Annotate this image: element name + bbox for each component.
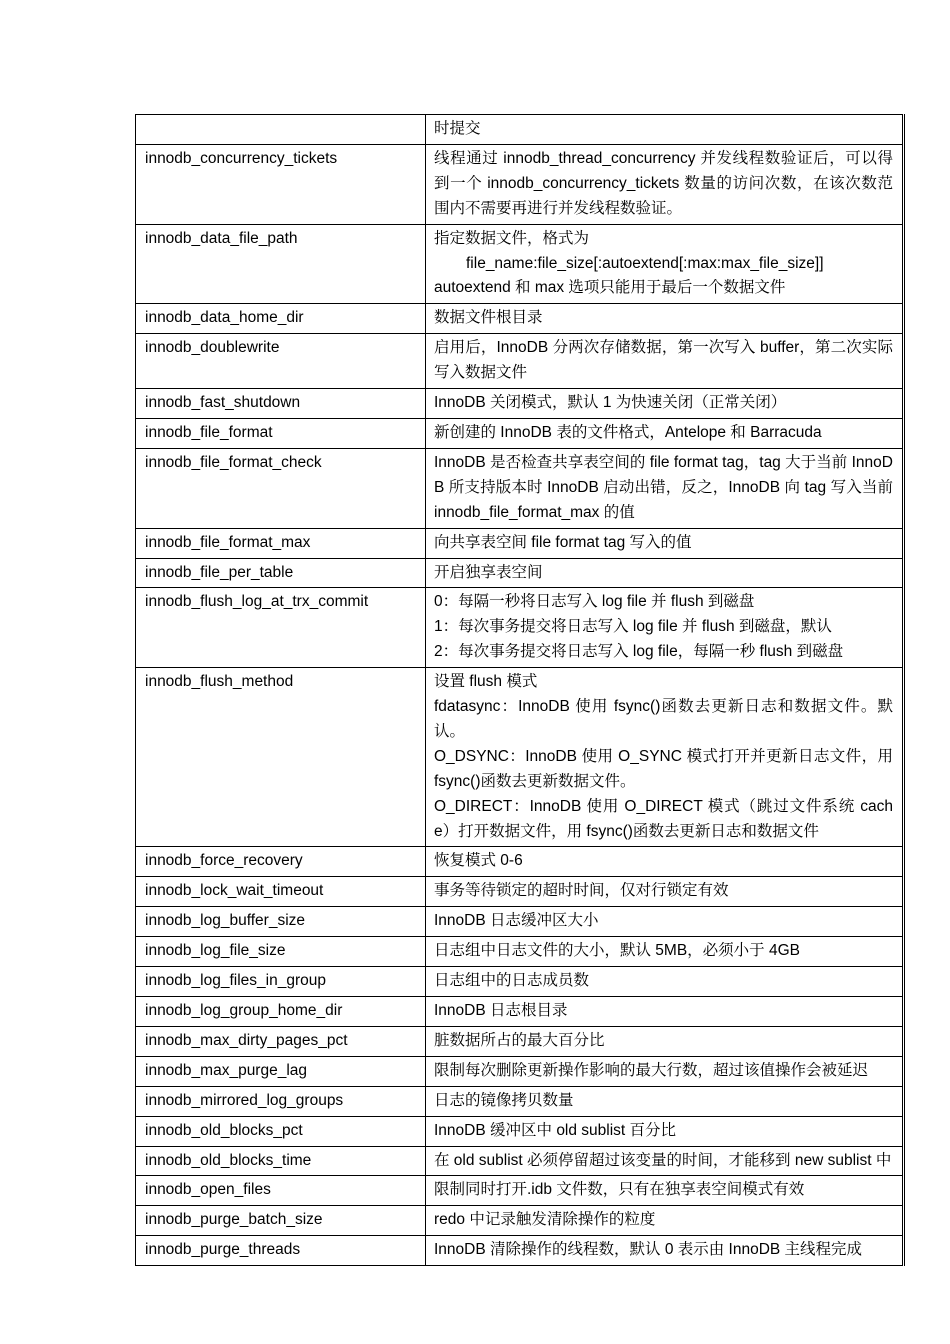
parameter-name-cell: innodb_flush_method: [136, 668, 426, 847]
table-row: [136, 389, 904, 419]
parameter-name-cell: innodb_file_format: [136, 418, 426, 448]
description-line: 数据文件根目录: [434, 309, 543, 327]
parameter-name-cell: innodb_open_files: [136, 1176, 426, 1206]
parameter-name-cell: innodb_data_file_path: [136, 224, 426, 304]
table-row: [136, 418, 904, 448]
parameter-name-cell: innodb_purge_threads: [136, 1236, 426, 1266]
parameter-description-cell: [426, 1056, 904, 1086]
description-line: 启用后，InnoDB 分两次存储数据，第一次写入 buffer，第二次实际写入数据文件: [434, 339, 893, 382]
table-row: [136, 1086, 904, 1116]
table-row: [136, 588, 904, 668]
table-row: [136, 448, 904, 528]
description-line: 限制每次删除更新操作影响的最大行数，超过该值操作会被延迟: [434, 1061, 869, 1079]
parameter-name-cell: innodb_log_group_home_dir: [136, 997, 426, 1027]
parameter-name-cell: innodb_old_blocks_pct: [136, 1116, 426, 1146]
table-row: [136, 558, 904, 588]
table-row: [136, 1026, 904, 1056]
description-line: 日志组中日志文件的大小，默认 5MB，必须小于 4GB: [434, 942, 800, 960]
parameter-description-cell: [426, 1206, 904, 1236]
description-line: InnoDB 清除操作的线程数，默认 0 表示由 InnoDB 主线程完成: [434, 1241, 863, 1259]
parameter-description-cell: [426, 1026, 904, 1056]
parameter-description-cell: [426, 967, 904, 997]
table-row: [136, 115, 904, 145]
parameter-name-cell: innodb_max_purge_lag: [136, 1056, 426, 1086]
table-row: [136, 144, 904, 224]
parameter-name-cell: innodb_doublewrite: [136, 334, 426, 389]
description-line: 指定数据文件，格式为: [434, 229, 590, 247]
description-line: redo 中记录触发清除操作的粒度: [434, 1211, 656, 1229]
table-row: [136, 847, 904, 877]
table-row: [136, 907, 904, 937]
description-line: 日志的镜像拷贝数量: [434, 1091, 574, 1109]
parameter-description-cell: [426, 907, 904, 937]
parameter-name-cell: innodb_fast_shutdown: [136, 389, 426, 419]
description-line: InnoDB 日志根目录: [434, 1002, 568, 1019]
parameter-name-cell: innodb_data_home_dir: [136, 304, 426, 334]
table-row: [136, 304, 904, 334]
parameter-description-cell: [426, 1086, 904, 1116]
parameter-description-cell: [426, 668, 904, 847]
table-row: [136, 224, 904, 304]
parameter-description-cell: [426, 224, 904, 304]
parameter-description-cell: [426, 997, 904, 1027]
parameter-name-cell: innodb_file_per_table: [136, 558, 426, 588]
description-line: InnoDB 日志缓冲区大小: [434, 912, 599, 930]
parameter-name-cell: innodb_log_files_in_group: [136, 967, 426, 997]
parameter-table: [135, 114, 905, 1266]
table-row: [136, 1056, 904, 1086]
description-line: 事务等待锁定的超时时间，仅对行锁定有效: [434, 882, 729, 900]
parameter-name-cell: [136, 115, 426, 145]
description-line: 设置 flush 模式: [434, 673, 538, 691]
table-row: [136, 997, 904, 1027]
description-line: 1：每次事务提交将日志写入 log file 并 flush 到磁盘，默认: [434, 618, 832, 636]
table-row: [136, 1146, 904, 1176]
parameter-name-cell: innodb_file_format_check: [136, 448, 426, 528]
parameter-name-cell: innodb_max_dirty_pages_pct: [136, 1026, 426, 1056]
parameter-description-cell: [426, 1116, 904, 1146]
parameter-name-cell: innodb_concurrency_tickets: [136, 144, 426, 224]
table-row: [136, 1176, 904, 1206]
parameter-description-cell: [426, 304, 904, 334]
parameter-name-cell: innodb_old_blocks_time: [136, 1146, 426, 1176]
description-line: 线程通过 innodb_thread_concurrency 并发线程数验证后，可以得到一个 innodb_concurrency_tickets 数量的访问次数，在该次数范围内不需要再进行并发线程数验证。: [434, 149, 893, 217]
description-line: 向共享表空间 file format tag 写入的值: [434, 533, 692, 551]
parameter-name-cell: innodb_log_file_size: [136, 937, 426, 967]
parameter-name-cell: innodb_log_buffer_size: [136, 907, 426, 937]
parameter-name-cell: innodb_flush_log_at_trx_commit: [136, 588, 426, 668]
parameter-name-cell: innodb_lock_wait_timeout: [136, 877, 426, 907]
description-line: O_DIRECT：InnoDB 使用 O_DIRECT 模式（跳过文件系统 cache）打开数据文件，用 fsync()函数去更新日志和数据文件: [434, 797, 893, 840]
description-line: 新创建的 InnoDB 表的文件格式，Antelope 和 Barracuda: [434, 423, 822, 441]
description-line: InnoDB 关闭模式，默认 1 为快速关闭（正常关闭）: [434, 394, 787, 412]
description-line: autoextend 和 max 选项只能用于最后一个数据文件: [434, 279, 786, 297]
parameter-description-cell: [426, 144, 904, 224]
parameter-name-cell: innodb_mirrored_log_groups: [136, 1086, 426, 1116]
parameter-description-cell: [426, 877, 904, 907]
parameter-description-cell: [426, 448, 904, 528]
parameter-description-cell: [426, 389, 904, 419]
parameter-description-cell: [426, 418, 904, 448]
table-row: [136, 967, 904, 997]
description-line: 在 old sublist 必须停留超过该变量的时间，才能移到 new sublist 中: [434, 1151, 892, 1169]
table-row: [136, 528, 904, 558]
description-line: O_DSYNC：InnoDB 使用 O_SYNC 模式打开并更新日志文件，用 fsync()函数去更新数据文件。: [434, 747, 893, 790]
parameter-description-cell: [426, 588, 904, 668]
parameter-description-cell: [426, 528, 904, 558]
table-row: [136, 1116, 904, 1146]
parameter-name-cell: innodb_force_recovery: [136, 847, 426, 877]
description-line: InnoDB 是否检查共享表空间的 file format tag，tag 大于当前 InnoDB 所支持版本时 InnoDB 启动出错，反之，InnoDB 向 tag 写入当前 innodb_file_format_max 的值: [434, 453, 893, 521]
table-row: [136, 334, 904, 389]
parameter-name-cell: innodb_file_format_max: [136, 528, 426, 558]
description-line: 脏数据所占的最大百分比: [434, 1031, 605, 1049]
table-row: [136, 1206, 904, 1236]
parameter-description-cell: [426, 115, 904, 145]
parameter-table-body: [136, 115, 904, 1266]
parameter-description-cell: [426, 1176, 904, 1206]
parameter-description-cell: [426, 847, 904, 877]
parameter-description-cell: [426, 937, 904, 967]
parameter-description-cell: [426, 1146, 904, 1176]
table-row: [136, 877, 904, 907]
description-line: file_name:file_size[:autoextend[:max:max_file_size]]: [466, 254, 824, 272]
description-line: 限制同时打开.idb 文件数，只有在独享表空间模式有效: [434, 1181, 805, 1199]
parameter-description-cell: [426, 334, 904, 389]
description-line: 开启独享表空间: [434, 563, 543, 581]
description-line: 2：每次事务提交将日志写入 log file，每隔一秒 flush 到磁盘: [434, 643, 844, 661]
table-row: [136, 668, 904, 847]
description-line: 时提交: [434, 120, 481, 137]
description-line: 恢复模式 0-6: [434, 852, 523, 870]
table-row: [136, 1236, 904, 1266]
table-row: [136, 937, 904, 967]
description-line: 0：每隔一秒将日志写入 log file 并 flush 到磁盘: [434, 593, 755, 611]
description-line: fdatasync：InnoDB 使用 fsync()函数去更新日志和数据文件。默认。: [434, 698, 893, 740]
description-line: InnoDB 缓冲区中 old sublist 百分比: [434, 1121, 677, 1139]
description-line: 日志组中的日志成员数: [434, 972, 590, 990]
parameter-description-cell: [426, 558, 904, 588]
parameter-name-cell: innodb_purge_batch_size: [136, 1206, 426, 1236]
parameter-description-cell: [426, 1236, 904, 1266]
